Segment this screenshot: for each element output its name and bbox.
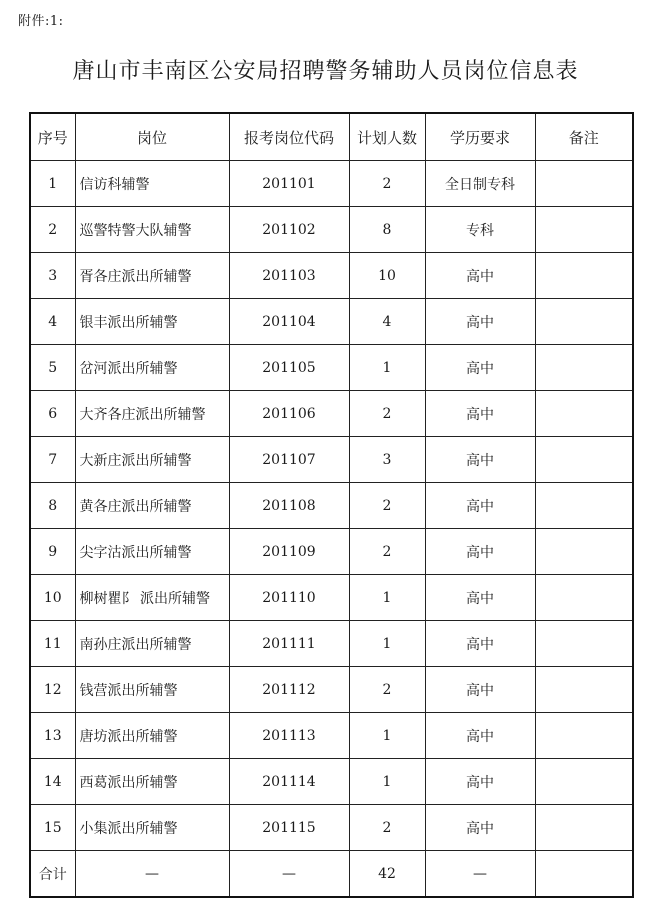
cell-remarks xyxy=(535,483,633,529)
cell-remarks xyxy=(535,621,633,667)
cell-serial: 7 xyxy=(30,437,75,483)
cell-position: 南孙庄派出所辅警 xyxy=(75,621,229,667)
table-row xyxy=(30,667,633,713)
cell-education: 全日制专科 xyxy=(425,161,535,207)
cell-serial: 10 xyxy=(30,575,75,621)
cell-position-code: 201101 xyxy=(229,161,349,207)
table-row xyxy=(30,805,633,851)
header-planned-count: 计划人数 xyxy=(349,113,425,161)
table-row xyxy=(30,713,633,759)
cell-position-code: 201107 xyxy=(229,437,349,483)
cell-position: 钱营派出所辅警 xyxy=(75,667,229,713)
cell-planned-count: 1 xyxy=(349,759,425,805)
cell-position: 尖字沽派出所辅警 xyxy=(75,529,229,575)
cell-serial: 4 xyxy=(30,299,75,345)
table-row xyxy=(30,437,633,483)
table-row xyxy=(30,161,633,207)
cell-position: 西葛派出所辅警 xyxy=(75,759,229,805)
cell-planned-count: 3 xyxy=(349,437,425,483)
total-position: — xyxy=(75,851,229,898)
cell-planned-count: 1 xyxy=(349,713,425,759)
cell-planned-count: 4 xyxy=(349,299,425,345)
cell-position-code: 201102 xyxy=(229,207,349,253)
cell-remarks xyxy=(535,161,633,207)
total-label: 合计 xyxy=(30,851,75,898)
cell-education: 高中 xyxy=(425,483,535,529)
cell-education: 高中 xyxy=(425,253,535,299)
table-row xyxy=(30,759,633,805)
header-education: 学历要求 xyxy=(425,113,535,161)
cell-position: 胥各庄派出所辅警 xyxy=(75,253,229,299)
cell-education: 高中 xyxy=(425,345,535,391)
table-row xyxy=(30,529,633,575)
cell-position: 小集派出所辅警 xyxy=(75,805,229,851)
attachment-label: 附件:1: xyxy=(18,14,64,29)
total-remarks xyxy=(535,851,633,898)
cell-position: 巡警特警大队辅警 xyxy=(75,207,229,253)
cell-position-code: 201108 xyxy=(229,483,349,529)
table-row xyxy=(30,621,633,667)
cell-position: 信访科辅警 xyxy=(75,161,229,207)
cell-planned-count: 8 xyxy=(349,207,425,253)
cell-remarks xyxy=(535,759,633,805)
table-row xyxy=(30,299,633,345)
page-title: 唐山市丰南区公安局招聘警务辅助人员岗位信息表 xyxy=(72,59,579,84)
cell-position: 大齐各庄派出所辅警 xyxy=(75,391,229,437)
cell-planned-count: 2 xyxy=(349,667,425,713)
cell-position-code: 201111 xyxy=(229,621,349,667)
cell-education: 高中 xyxy=(425,713,535,759)
total-count: 42 xyxy=(349,851,425,898)
cell-serial: 13 xyxy=(30,713,75,759)
header-remarks: 备注 xyxy=(535,113,633,161)
cell-serial: 15 xyxy=(30,805,75,851)
cell-remarks xyxy=(535,345,633,391)
cell-remarks xyxy=(535,805,633,851)
table-row xyxy=(30,575,633,621)
cell-education: 高中 xyxy=(425,805,535,851)
cell-planned-count: 1 xyxy=(349,621,425,667)
cell-planned-count: 2 xyxy=(349,483,425,529)
cell-position-code: 201110 xyxy=(229,575,349,621)
header-position-code: 报考岗位代码 xyxy=(229,113,349,161)
cell-education: 高中 xyxy=(425,299,535,345)
cell-position: 唐坊派出所辅警 xyxy=(75,713,229,759)
cell-planned-count: 2 xyxy=(349,529,425,575)
cell-position-code: 201105 xyxy=(229,345,349,391)
cell-position-code: 201114 xyxy=(229,759,349,805)
cell-remarks xyxy=(535,391,633,437)
cell-position: 黄各庄派出所辅警 xyxy=(75,483,229,529)
header-position: 岗位 xyxy=(75,113,229,161)
table-row xyxy=(30,253,633,299)
total-education: — xyxy=(425,851,535,898)
cell-position-code: 201112 xyxy=(229,667,349,713)
total-code: — xyxy=(229,851,349,898)
cell-education: 高中 xyxy=(425,575,535,621)
cell-planned-count: 1 xyxy=(349,345,425,391)
cell-serial: 3 xyxy=(30,253,75,299)
cell-position: 银丰派出所辅警 xyxy=(75,299,229,345)
cell-planned-count: 2 xyxy=(349,805,425,851)
total-row xyxy=(30,851,633,898)
cell-serial: 2 xyxy=(30,207,75,253)
cell-planned-count: 2 xyxy=(349,161,425,207)
cell-remarks xyxy=(535,713,633,759)
cell-position-code: 201109 xyxy=(229,529,349,575)
cell-remarks xyxy=(535,667,633,713)
cell-serial: 5 xyxy=(30,345,75,391)
cell-position: 岔河派出所辅警 xyxy=(75,345,229,391)
cell-serial: 9 xyxy=(30,529,75,575)
cell-remarks xyxy=(535,207,633,253)
cell-serial: 8 xyxy=(30,483,75,529)
cell-serial: 14 xyxy=(30,759,75,805)
cell-position-code: 201103 xyxy=(229,253,349,299)
cell-education: 高中 xyxy=(425,529,535,575)
cell-serial: 1 xyxy=(30,161,75,207)
cell-serial: 6 xyxy=(30,391,75,437)
table-row xyxy=(30,483,633,529)
cell-remarks xyxy=(535,437,633,483)
header-serial: 序号 xyxy=(30,113,75,161)
cell-education: 高中 xyxy=(425,759,535,805)
position-table xyxy=(29,112,634,898)
cell-position-code: 201113 xyxy=(229,713,349,759)
cell-education: 高中 xyxy=(425,621,535,667)
cell-remarks xyxy=(535,299,633,345)
table-row xyxy=(30,207,633,253)
cell-remarks xyxy=(535,575,633,621)
cell-position-code: 201106 xyxy=(229,391,349,437)
cell-remarks xyxy=(535,529,633,575)
cell-remarks xyxy=(535,253,633,299)
cell-position: 大新庄派出所辅警 xyxy=(75,437,229,483)
cell-education: 高中 xyxy=(425,391,535,437)
table-header-row xyxy=(30,113,633,161)
table-row xyxy=(30,345,633,391)
cell-education: 专科 xyxy=(425,207,535,253)
table-row xyxy=(30,391,633,437)
cell-serial: 12 xyxy=(30,667,75,713)
cell-position-code: 201115 xyxy=(229,805,349,851)
cell-education: 高中 xyxy=(425,667,535,713)
cell-position: 柳树瞿阝 派出所辅警 xyxy=(75,575,229,621)
cell-serial: 11 xyxy=(30,621,75,667)
cell-education: 高中 xyxy=(425,437,535,483)
cell-planned-count: 10 xyxy=(349,253,425,299)
cell-position-code: 201104 xyxy=(229,299,349,345)
cell-planned-count: 2 xyxy=(349,391,425,437)
cell-planned-count: 1 xyxy=(349,575,425,621)
